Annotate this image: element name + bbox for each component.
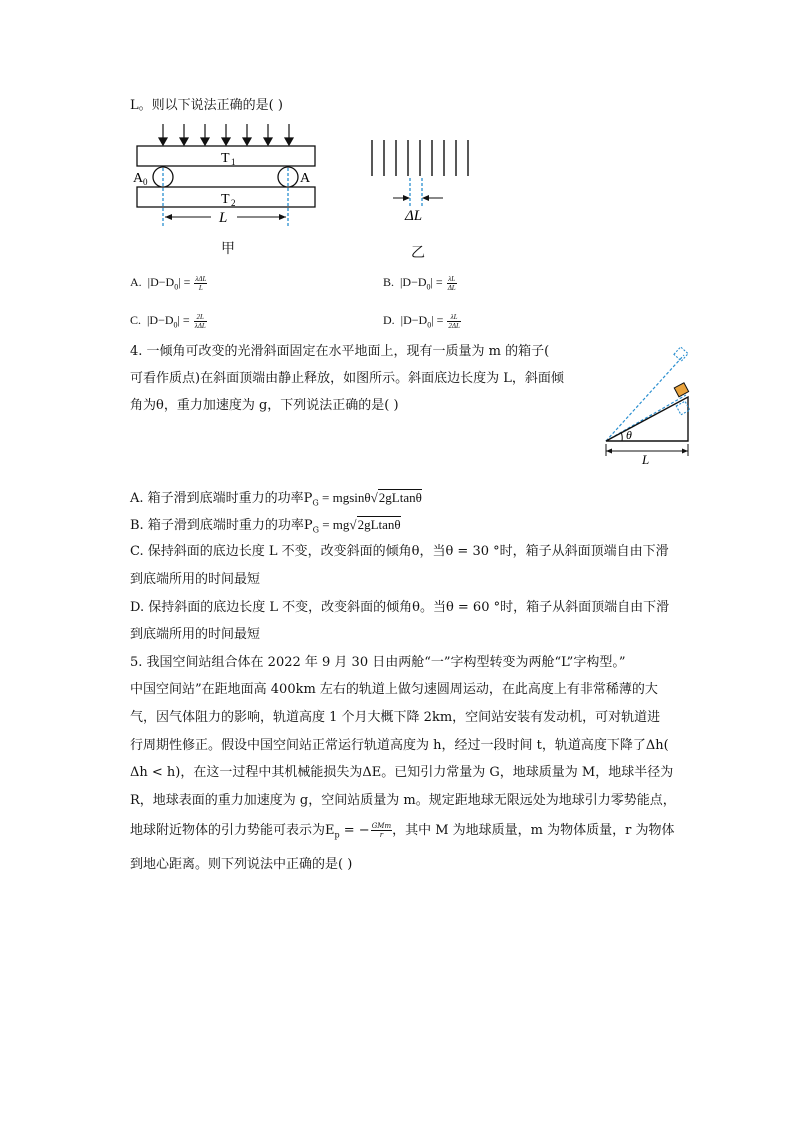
svg-text:1: 1: [231, 157, 236, 167]
caption-yi: 乙: [411, 245, 425, 261]
q5-line-3: 气，因气体阻力的影响，轨道高度 1 个月大概下降 2km，空间站安装有发动机，可对轨道进: [130, 710, 661, 725]
q4-line-1: 4. 一倾角可改变的光滑斜面固定在水平地面上，现有一质量为 m 的箱子(: [130, 344, 550, 359]
q5-line-7: 地球附近物体的引力势能可表示为$E_p$ = − $\frac{\text{GMm}}{r}$ ，其中 M 为地球质量，m 为物体质量，r 为物体: [130, 822, 675, 840]
label-theta: θ: [626, 428, 632, 442]
q4-line-2: 可看作质点)在斜面顶端由静止释放，如图所示。斜面底边长度为 L，斜面倾: [130, 371, 564, 386]
svg-text:2: 2: [231, 198, 236, 208]
figure-incline: [600, 345, 696, 465]
q3-option-d: D. $|D-D_0|$ = $\frac{\lambda L}{2\Delta L}$: [383, 312, 460, 330]
q5-line-1: 5. 我国空间站组合体在 2022 年 9 月 30 日由两舱“一”字构型转变为两舱“L”字构型。”: [130, 655, 626, 670]
q4-option-b: B. 箱子滑到底端时重力的功率$P_G = mg√2gLtan\theta$: [130, 517, 401, 535]
label-base-l: L: [642, 452, 650, 465]
label-dl: ΔL: [405, 208, 423, 224]
q5-line-2: 中国空间站”在距地面高 400km 左右的轨道上做匀速圆周运动，在此高度上有非常稀薄的大: [130, 682, 658, 697]
label-l: L: [219, 210, 228, 226]
q3-option-a: A. $|D-D_0|$ = $\frac{\text{λΔL}}{L}$: [130, 274, 207, 292]
q3-intro: L。则以下说法正确的是( ): [130, 98, 283, 113]
figure-yi: [365, 136, 485, 226]
q5-line-8: 到地心距离。则下列说法中正确的是( ): [130, 857, 353, 872]
label-a: A: [300, 171, 311, 186]
q5-line-6: R，地球表面的重力加速度为 g，空间站质量为 m。规定距地球无限远处为地球引力零势能点，: [130, 793, 676, 808]
q4-option-c-line1: C. 保持斜面的底边长度 L 不变，改变斜面的倾角θ，当θ = 30 °时，箱子从斜面顶端自由下滑: [130, 544, 669, 559]
label-a0: A: [133, 171, 144, 186]
figure-jia: [125, 118, 335, 230]
q4-option-c-line2: 到底端所用的时间最短: [130, 572, 261, 587]
label-t2: T: [221, 192, 230, 207]
caption-jia: 甲: [221, 241, 235, 257]
q4-line-3: 角为θ，重力加速度为 g，下列说法正确的是( ): [130, 398, 399, 413]
q5-line-5: Δh < h)，在这一过程中其机械能损失为ΔE。已知引力常量为 G，地球质量为 M，地球半径为: [130, 765, 674, 780]
q4-option-d-line1: D. 保持斜面的底边长度 L 不变，改变斜面的倾角θ。当θ = 60 °时，箱子从斜面顶端自由下滑: [130, 600, 670, 615]
q4-option-a: A. 箱子滑到底端时重力的功率$P_G = mgsin\theta√2gLtan\theta$: [130, 490, 422, 508]
q4-option-d-line2: 到底端所用的时间最短: [130, 627, 261, 642]
svg-text:0: 0: [143, 177, 148, 187]
q3-option-c: C. $|D-D_0|$ = $\frac{2L}{\text{λΔL}}$: [130, 312, 206, 330]
q3-option-b: B. $|D-D_0|$ = $\frac{\lambda L}{\Delta L}$: [383, 274, 456, 292]
q5-line-4: 行周期性修正。假设中国空间站正常运行轨道高度为 h，经过一段时间 t，轨道高度下降了Δh(: [130, 738, 669, 753]
box: [674, 383, 688, 397]
label-t1: T: [221, 151, 230, 166]
